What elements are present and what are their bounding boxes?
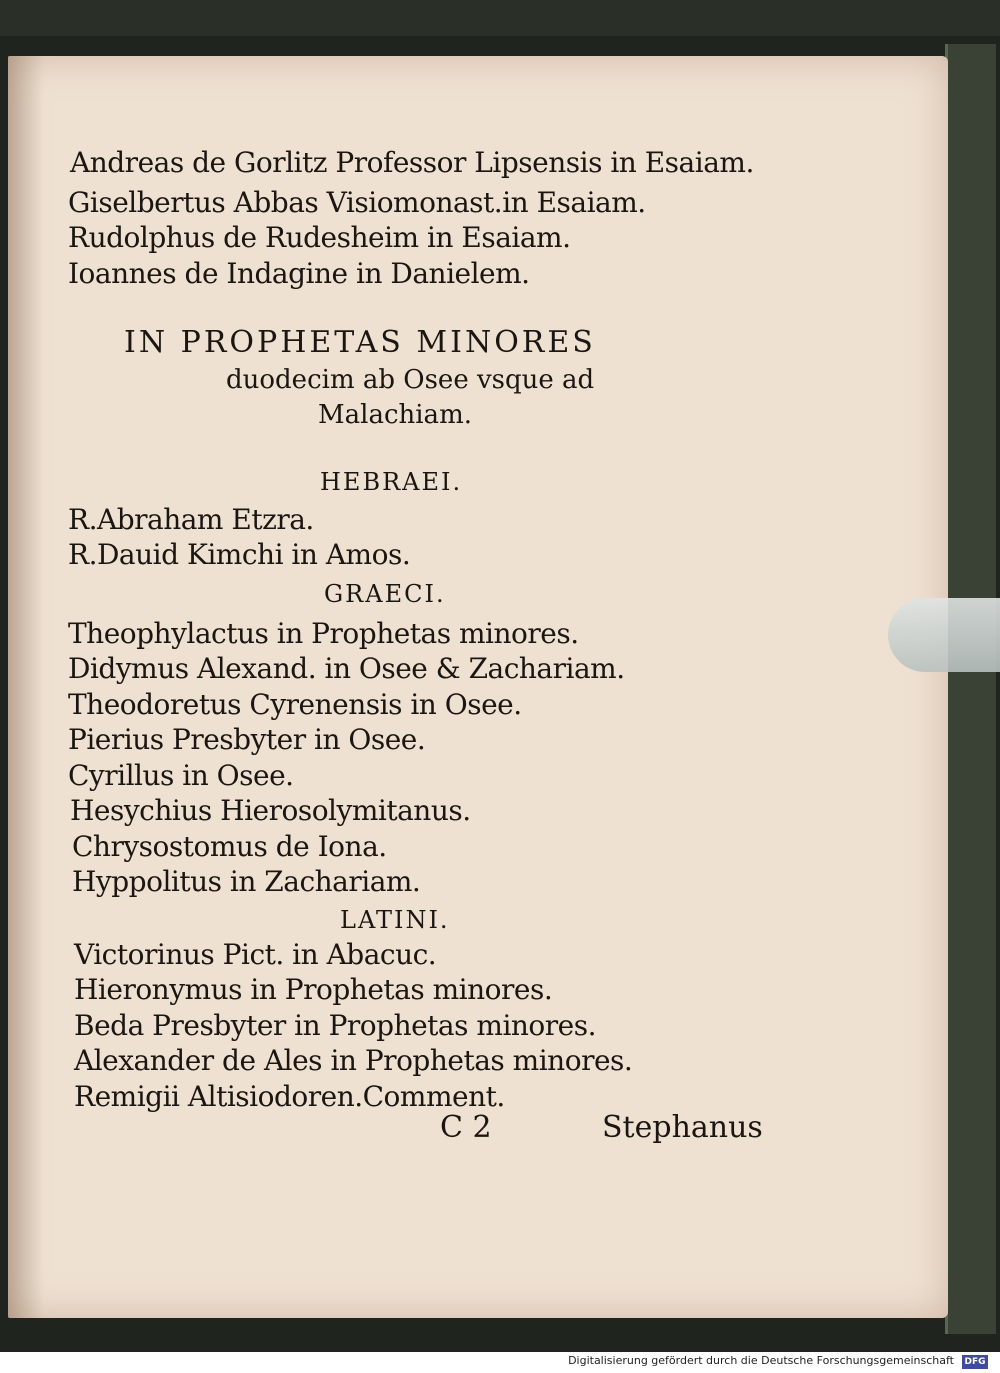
entry-line: Ioannes de Indagine in Danielem. <box>68 257 530 290</box>
group-title-graeci: GRAECI. <box>324 580 446 608</box>
footer-credit: Digitalisierung gefördert durch die Deutsche Forschungsgemeinschaft <box>568 1354 954 1367</box>
entry-line: Rudolphus de Rudesheim in Esaiam. <box>68 221 571 254</box>
entry-line: Hieronymus in Prophetas minores. <box>74 973 553 1006</box>
section-subheading: Malachiam. <box>318 400 472 430</box>
entry-line: Theophylactus in Prophetas minores. <box>68 617 579 650</box>
catchword: Stephanus <box>602 1110 763 1145</box>
section-heading: IN PROPHETAS MINORES <box>124 325 596 360</box>
entry-line: Beda Presbyter in Prophetas minores. <box>74 1009 597 1042</box>
entry-line: Hyppolitus in Zachariam. <box>72 865 421 898</box>
section-subheading: duodecim ab Osee vsque ad <box>226 365 595 395</box>
plastic-clip <box>888 598 1000 672</box>
group-title-latini: LATINI. <box>340 906 450 934</box>
entry-line: Andreas de Gorlitz Professor Lipsensis in Esaiam. <box>70 146 754 179</box>
entry-line: Alexander de Ales in Prophetas minores. <box>74 1044 633 1077</box>
entry-line: Theodoretus Cyrenensis in Osee. <box>68 688 522 721</box>
entry-line: Giselbertus Abbas Visiomonast.in Esaiam. <box>68 186 646 219</box>
entry-line: R.Abraham Etzra. <box>68 503 314 536</box>
entry-line: Chrysostomus de Iona. <box>72 830 387 863</box>
group-title-hebraei: HEBRAEI. <box>320 468 463 496</box>
entry-line: R.Dauid Kimchi in Amos. <box>68 538 411 571</box>
book-board-edge <box>945 44 996 1334</box>
signature-mark: C 2 <box>440 1110 492 1145</box>
entry-line: Victorinus Pict. in Abacuc. <box>74 938 437 971</box>
entry-line: Didymus Alexand. in Osee & Zachariam. <box>68 652 625 685</box>
entry-line: Cyrillus in Osee. <box>68 759 294 792</box>
footer-bar <box>0 1352 1000 1373</box>
dfg-logo-icon: DFG <box>962 1355 988 1369</box>
entry-line: Hesychius Hierosolymitanus. <box>70 794 471 827</box>
gutter-shadow <box>8 56 44 1318</box>
entry-line: Pierius Presbyter in Osee. <box>68 723 426 756</box>
entry-line: Remigii Altisiodoren.Comment. <box>74 1080 505 1113</box>
